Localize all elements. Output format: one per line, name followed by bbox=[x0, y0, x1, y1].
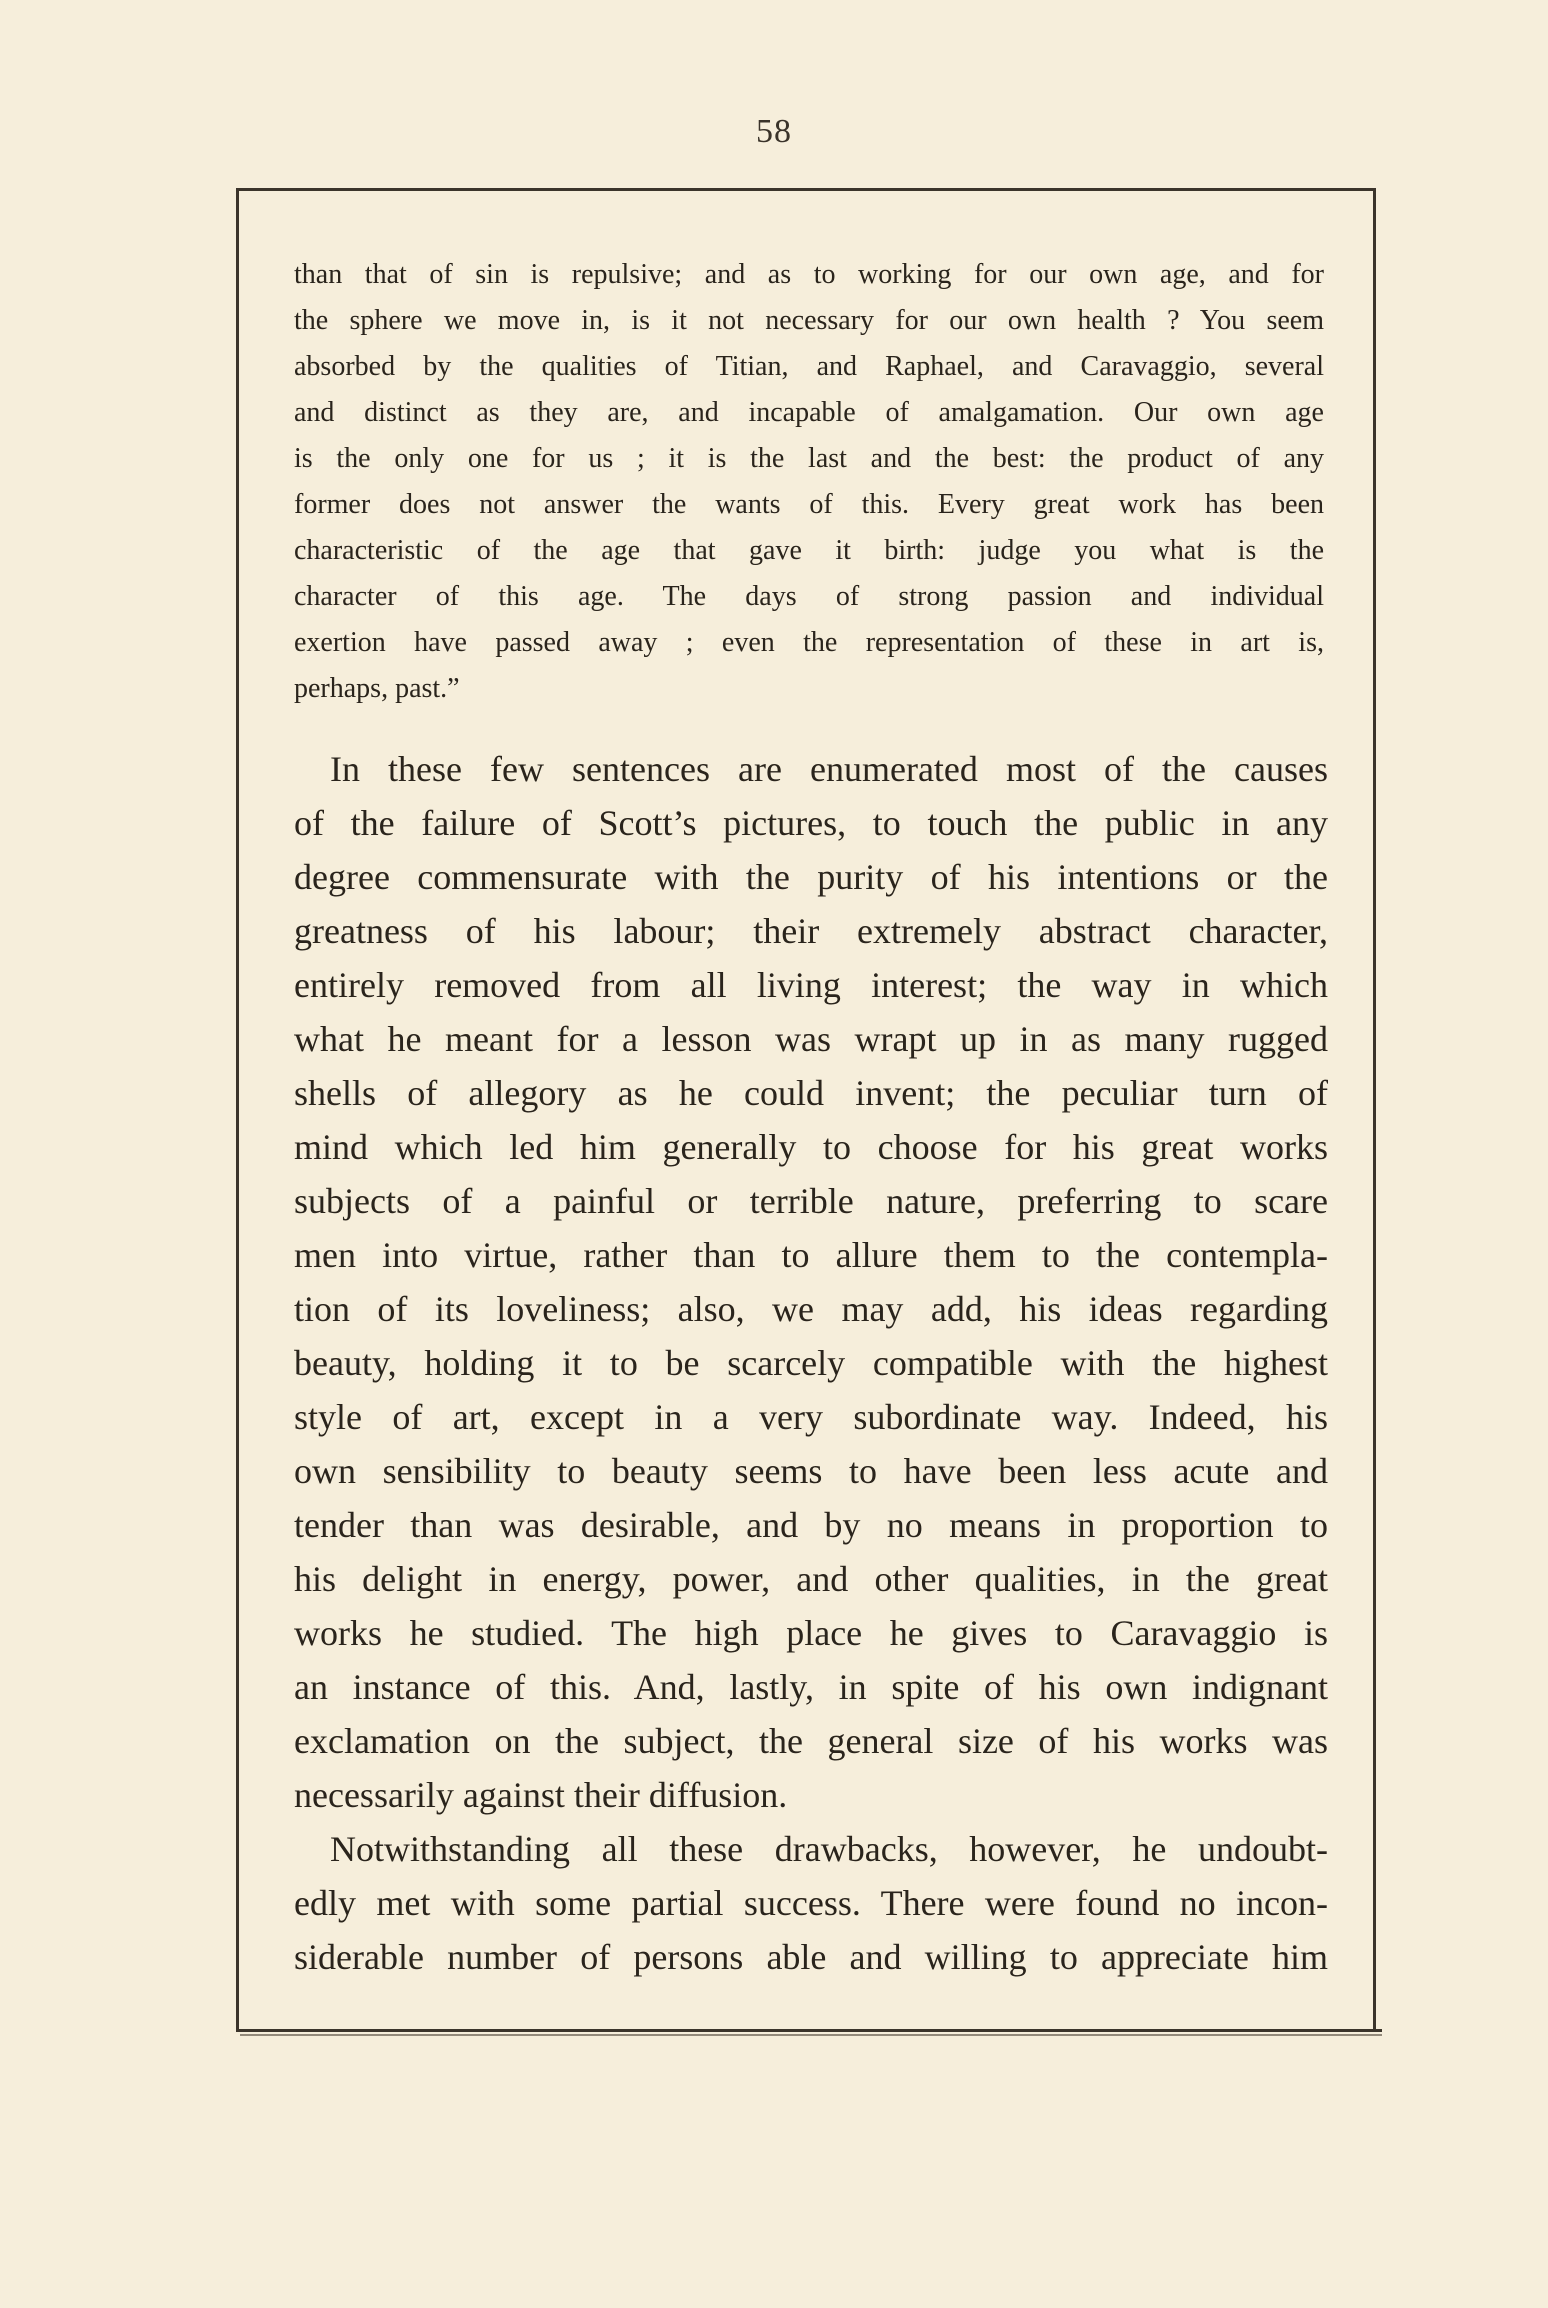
quote-line: is the only one for us ; it is the last and the best: the product of any bbox=[294, 443, 1324, 474]
body-line: works he studied. The high place he gives to Caravaggio is bbox=[294, 1613, 1328, 1653]
body-line: style of art, except in a very subordinate way. Indeed, his bbox=[294, 1397, 1328, 1437]
body-line: own sensibility to beauty seems to have been less acute and bbox=[294, 1451, 1328, 1491]
body-line: exclamation on the subject, the general size of his works was bbox=[294, 1721, 1328, 1761]
quote-line: characteristic of the age that gave it birth: judge you what is the bbox=[294, 535, 1324, 566]
quote-line: exertion have passed away ; even the representation of these in art is, bbox=[294, 627, 1324, 658]
paragraph-2 bbox=[294, 1822, 1328, 1984]
quotation-block bbox=[294, 252, 1324, 712]
quote-line: character of this age. The days of strong passion and individual bbox=[294, 581, 1324, 612]
body-line: greatness of his labour; their extremely abstract character, bbox=[294, 911, 1328, 951]
body-line: mind which led him generally to choose for his great works bbox=[294, 1127, 1328, 1167]
quote-line: and distinct as they are, and incapable of amalgamation. Our own age bbox=[294, 397, 1324, 428]
body-line: necessarily against their diffusion. bbox=[294, 1775, 788, 1815]
page-number: 58 bbox=[756, 113, 792, 150]
body-line: degree commensurate with the purity of his intentions or the bbox=[294, 857, 1328, 897]
body-line: beauty, holding it to be scarcely compatible with the highest bbox=[294, 1343, 1328, 1383]
body-line: of the failure of Scott’s pictures, to touch the public in any bbox=[294, 803, 1328, 843]
body-line: tion of its loveliness; also, we may add, his ideas regarding bbox=[294, 1289, 1328, 1329]
paragraph-1 bbox=[294, 742, 1328, 1822]
body-line: entirely removed from all living interest; the way in which bbox=[294, 965, 1328, 1005]
body-line: an instance of this. And, lastly, in spite of his own indignant bbox=[294, 1667, 1328, 1707]
body-line: Notwithstanding all these drawbacks, however, he undoubt- bbox=[330, 1829, 1328, 1869]
quote-line: former does not answer the wants of this. Every great work has been bbox=[294, 489, 1324, 520]
body-line: shells of allegory as he could invent; the peculiar turn of bbox=[294, 1073, 1328, 1113]
quote-line: than that of sin is repulsive; and as to working for our own age, and for bbox=[294, 259, 1324, 290]
body-text bbox=[294, 742, 1328, 1984]
frame-bottom-rule bbox=[236, 2029, 1382, 2032]
body-line: men into virtue, rather than to allure them to the contempla- bbox=[294, 1235, 1328, 1275]
frame-bottom-shadow-rule bbox=[240, 2034, 1382, 2036]
body-line: siderable number of persons able and willing to appreciate him bbox=[294, 1937, 1328, 1977]
quote-line: the sphere we move in, is it not necessary for our own health ? You seem bbox=[294, 305, 1324, 336]
body-line: what he meant for a lesson was wrapt up in as many rugged bbox=[294, 1019, 1328, 1059]
body-line: his delight in energy, power, and other qualities, in the great bbox=[294, 1559, 1328, 1599]
body-line: In these few sentences are enumerated most of the causes bbox=[330, 749, 1328, 789]
quote-line: absorbed by the qualities of Titian, and Raphael, and Caravaggio, several bbox=[294, 351, 1324, 382]
body-line: subjects of a painful or terrible nature, preferring to scare bbox=[294, 1181, 1328, 1221]
body-line: tender than was desirable, and by no means in proportion to bbox=[294, 1505, 1328, 1545]
quote-line: perhaps, past.” bbox=[294, 673, 460, 704]
body-line: edly met with some partial success. There were found no incon- bbox=[294, 1883, 1328, 1923]
